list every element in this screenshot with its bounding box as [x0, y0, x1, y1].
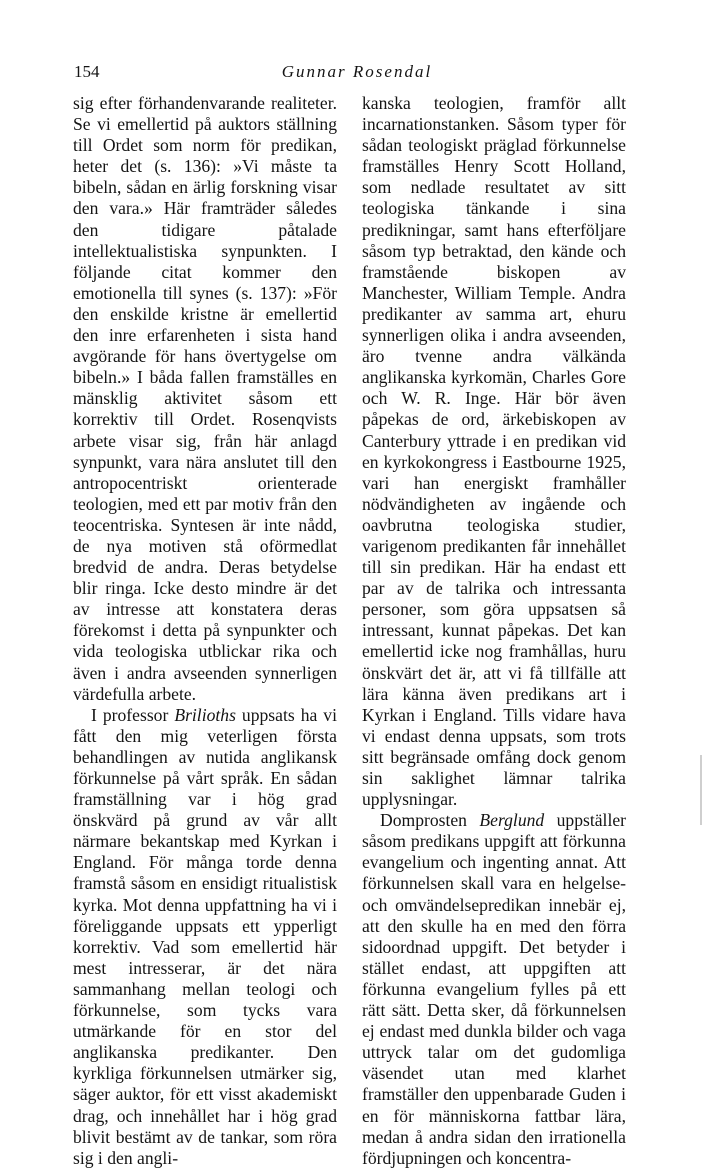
scan-edge-mark: [700, 755, 702, 825]
left-paragraph-2: [73, 705, 337, 1169]
author-name-berglund: Berglund: [479, 810, 545, 831]
page-header: [74, 62, 640, 86]
running-title: Gunnar Rosendal: [281, 62, 433, 81]
right-p2-lead: Domprosten: [380, 810, 480, 831]
right-paragraph-1: kanska teologien, framför allt incarnationstanken. Såsom typer för sådan teologiskt präglad förkunnelse framställes Henry Scott Holland, som nedlade resultatet av sitt teologiska tänkande i sina predikningar, samt hans efterföljare såsom typ betraktad, den kände och framstående biskopen av Manchester, William Temple. Andra predikanter av samma art, ehuru synnerligen olika i andra avseenden, äro tvenne andra välkända anglikanska kyrkomän, Charles Gore och W. R. Inge. Här bör även påpekas de ord, ärkebiskopen av Canterbury yttrade i en predikan vid en kyrkokongress i Eastbourne 1925, vari han energiskt framhåller nödvändigheten av ingående och oavbrutna teologiska studier, varigenom predikanten får innehållet till sin predikan. Här ha endast ett par av de talrika och intressanta personer, som göra uppsatsen så intressant, kunnat påpekas. Det kan emellertid icke nog framhållas, huru önskvärt det är, att vi få tillfälle att lära känna även predikans art i Kyrkan i England. Tills vidare hava vi endast denna uppsats, som trots sitt begränsade omfång dock genom sin saklighet lämnar talrika upplysningar.: [362, 93, 626, 810]
right-column: [362, 93, 626, 1169]
author-name-brilioth: Brilioths: [174, 704, 236, 725]
left-paragraph-1: sig efter förhandenvarande realiteter. Se vi emellertid på auktors ställning till Ordet som norm för predikan, heter det (s. 136): »Vi måste ta bibeln, sådan en ärlig forskning visar den vara.» Här framträder således den tidigare påtalade intellektualistiska synpunkten. I följande citat kommer den emotionella till synes (s. 137): »För den enskilde kristne är emellertid den inre erfarenheten i sista hand avgörande för hans övertygelse om bibeln.» I båda fallen framställes en mänsklig aktivitet såsom ett korrektiv till Ordet. Rosenqvists arbete visar sig, från här anlagd synpunkt, vara nära anslutet till den antropocentriskt orienterade teologien, med ett par motiv från den teocentriska. Syntesen är inte nådd, de nya motiven stå oförmedlat bredvid de andra. Deras betydelse blir ringa. Icke desto mindre är det av intresse att konstatera deras förekomst i detta på synpunkter och vida teologiska utblickar rika och även i andra avseenden synnerligen värdefulla arbete.: [73, 93, 337, 704]
left-column: [73, 93, 337, 1169]
right-paragraph-2: [362, 810, 626, 1169]
page-number: 154: [74, 62, 100, 81]
left-p2-body: uppsats ha vi fått den mig veterligen första behandlingen av nutida anglikansk förkunnelse på vårt språk. En sådan framställning var i hög grad önskvärd på grund av vår allt närmare bekantskap med Kyrkan i England. För många torde denna framstå såsom en ensidigt ritualistisk kyrka. Mot denna uppfattning ha vi i föreliggande uppsats ett ypperligt korrektiv. Vad som emellertid här mest intresserar, är det nära sammanhang mellan teologi och förkunnelse, som tycks vara utmärkande för en stor del anglikanska predikanter. Den kyrkliga förkunnelsen utmärker sig, säger auktor, för ett visst akademiskt drag, och innehållet har i hög grad blivit bestämt av de tankar, som röra sig i den angli-: [73, 704, 337, 1168]
left-p2-lead: I professor: [91, 704, 175, 725]
right-p2-body: uppställer såsom predikans uppgift att förkunna evangelium och ingenting annat. Att förkunnelsen skall vara en helgelse- och omvändelsepredikan innebär ej, att den skulle ha en med den förra sidoordnad uppgift. Det betyder i stället endast, att uppgiften att förkunna evangelium fylles på ett rätt sätt. Detta sker, då förkunnelsen ej endast med dunkla bilder och vaga uttryck talar om det gudomliga väsendet utan med klarhet framställer den uppenbarade Guden i en för människorna fattbar lära, medan å andra sidan den irrationella fördjupningen och koncentra-: [362, 810, 626, 1168]
